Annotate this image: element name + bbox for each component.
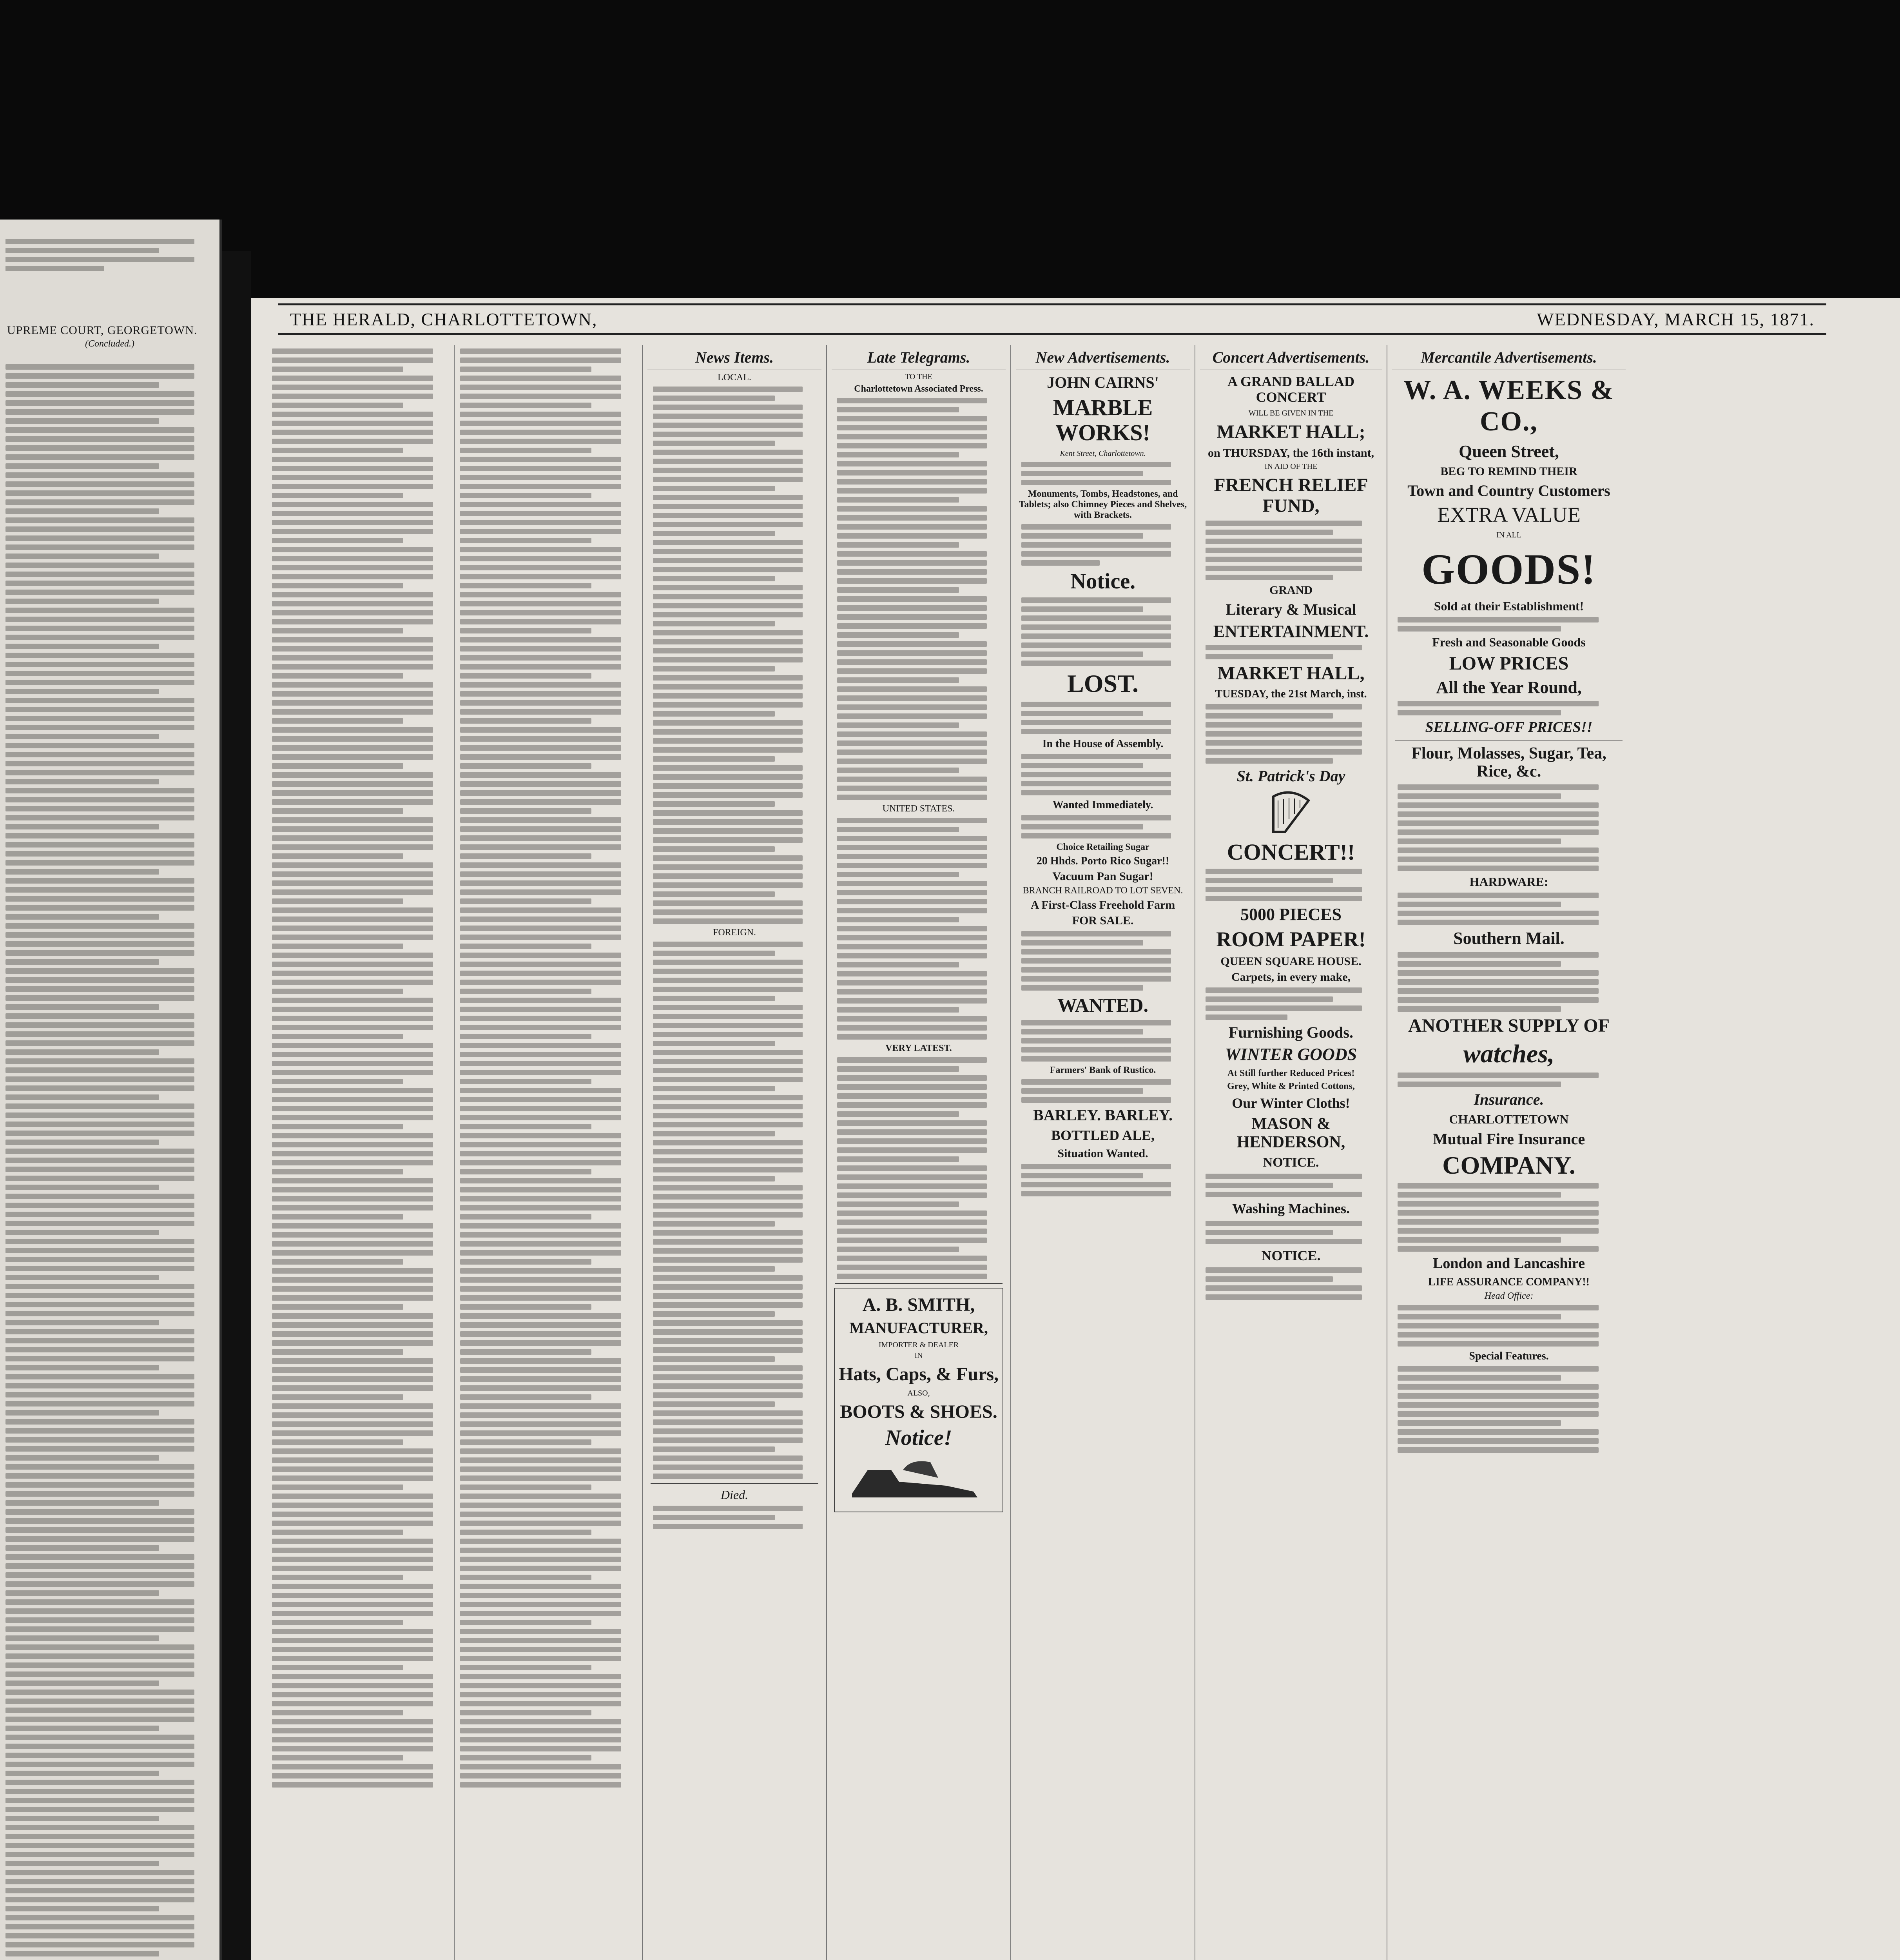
queen-street: Queen Street, <box>1459 442 1559 461</box>
cottons-line: Grey, White & Printed Cottons, <box>1227 1081 1355 1091</box>
washing-machines: Washing Machines. <box>1232 1201 1350 1217</box>
weeks-text <box>1392 617 1626 632</box>
grand-ballad-title: A GRAND BALLAD CONCERT <box>1227 374 1355 405</box>
london-lancashire: London and Lancashire <box>1433 1255 1585 1272</box>
concert-advertisements-column <box>1195 345 1387 1960</box>
local-subheading: LOCAL. <box>718 372 751 383</box>
in-all: IN ALL <box>1496 530 1521 539</box>
notice-heading-3: NOTICE. <box>1261 1247 1321 1263</box>
concert-ads-heading: Concert Advertisements. <box>1200 348 1382 370</box>
wanted-heading: WANTED. <box>1057 994 1148 1016</box>
smith-also: ALSO, <box>907 1388 930 1397</box>
telegrams-text <box>832 398 1006 800</box>
hardware-heading: HARDWARE: <box>1469 875 1548 889</box>
southern-mail: Southern Mail. <box>1453 929 1565 948</box>
french-relief-text <box>1200 521 1382 580</box>
southern-mail-text <box>1392 952 1626 1012</box>
another-supply: ANOTHER SUPPLY OF <box>1408 1015 1610 1036</box>
harp-icon <box>1262 789 1320 836</box>
flour-text <box>1392 784 1626 871</box>
life-assurance: LIFE ASSURANCE COMPANY!! <box>1428 1276 1590 1289</box>
insurance-heading: Insurance. <box>1474 1090 1544 1108</box>
flour-title: Flour, Molasses, Sugar, Tea, Rice, &c. <box>1411 744 1606 780</box>
goods-title: GOODS! <box>1421 545 1596 593</box>
thursday-date: on THURSDAY, the 16th instant, <box>1207 446 1374 459</box>
all-year-round: All the Year Round, <box>1436 677 1582 697</box>
very-latest-subheading: VERY LATEST. <box>885 1043 952 1053</box>
notice-text-3 <box>1200 1267 1382 1300</box>
watches-text <box>1392 1073 1626 1087</box>
situation-wanted-heading: Situation Wanted. <box>1057 1147 1148 1160</box>
year-round-text <box>1392 701 1626 715</box>
masthead <box>278 303 1826 335</box>
died-heading: Died. <box>720 1488 749 1502</box>
masthead-paper-name: THE HERALD, CHARLOTTETOWN, <box>290 309 598 329</box>
winter-cloths: Our Winter Cloths! <box>1232 1095 1350 1111</box>
special-features-text <box>1392 1366 1626 1453</box>
winter-goods: WINTER GOODS <box>1225 1045 1357 1064</box>
shoe-illustration-icon <box>844 1454 993 1505</box>
bottled-ale-heading: BOTTLED ALE, <box>1051 1127 1155 1143</box>
town-country-customers: Town and Country Customers <box>1407 482 1610 500</box>
associated-press-label: Charlottetown Associated Press. <box>854 384 983 394</box>
united-states-subheading: UNITED STATES. <box>882 804 955 814</box>
smith-role: MANUFACTURER, <box>849 1319 988 1337</box>
special-features: Special Features. <box>1469 1350 1549 1363</box>
low-prices: LOW PRICES <box>1449 653 1569 674</box>
selling-off-prices: SELLING-OFF PRICES!! <box>1425 719 1593 735</box>
smith-in: IN <box>914 1351 923 1360</box>
story-column-1 <box>267 345 455 1960</box>
newspaper-page <box>251 298 1900 1960</box>
life-assurance-text <box>1392 1305 1626 1347</box>
mutual-fire-insurance: Mutual Fire Insurance <box>1432 1130 1585 1148</box>
market-hall-title: MARKET HALL; <box>1217 421 1365 443</box>
notice-text <box>1016 597 1190 666</box>
late-telegrams-heading: Late Telegrams. <box>832 348 1006 370</box>
farmers-bank-heading: Farmers' Bank of Rustico. <box>1050 1065 1156 1075</box>
french-relief-title: FRENCH RELIEF FUND, <box>1214 474 1368 516</box>
left-page-body-text <box>0 361 219 1960</box>
room-paper-count: 5000 PIECES <box>1240 904 1342 924</box>
marble-works-title: MARBLE WORKS! <box>1053 395 1153 445</box>
weeks-company: W. A. WEEKS & CO., <box>1403 375 1614 437</box>
concert-text <box>1200 869 1382 901</box>
sugar-heading-2: 20 Hhds. Porto Rico Sugar!! <box>1036 855 1169 867</box>
head-office: Head Office: <box>1484 1291 1534 1301</box>
left-facing-page <box>0 220 222 1960</box>
entertainment-title: ENTERTAINMENT. <box>1213 621 1369 641</box>
notice-text-2 <box>1200 1174 1382 1197</box>
market-hall-title-2: MARKET HALL, <box>1217 662 1365 684</box>
farm-text <box>1016 931 1190 991</box>
sold-at-establishment: Sold at their Establishment! <box>1434 599 1584 613</box>
watches-title: watches, <box>1463 1040 1555 1069</box>
extra-value: EXTRA VALUE <box>1437 503 1581 527</box>
assembly-heading: In the House of Assembly. <box>1042 737 1164 750</box>
insurance-text <box>1392 1183 1626 1252</box>
company-title: COMPANY. <box>1442 1151 1575 1179</box>
smith-name: A. B. SMITH, <box>862 1294 975 1315</box>
to-the-label: TO THE <box>905 372 932 381</box>
story-column-2 <box>455 345 643 1960</box>
concert-title: CONCERT!! <box>1227 839 1355 865</box>
beg-to-remind: BEG TO REMIND THEIR <box>1440 465 1577 478</box>
wanted-text <box>1016 1020 1190 1062</box>
tuesday-date: TUESDAY, the 21st March, inst. <box>1215 688 1367 700</box>
cairns-name: JOHN CAIRNS' <box>1047 374 1159 391</box>
mercantile-ads-heading: Mercantile Advertisements. <box>1392 348 1626 370</box>
charlottetown-label: CHARLOTTETOWN <box>1449 1112 1569 1126</box>
left-page-text-top <box>0 235 219 275</box>
left-page-subtitle: (Concluded.) <box>85 339 134 349</box>
binding-gutter <box>219 251 251 1960</box>
story-column-1-text <box>267 345 454 1791</box>
cairns-products: Monuments, Tombs, Headstones, and Tablets; also Chimney Pieces and Shelves, with Brackets. <box>1019 488 1187 520</box>
smith-advertisement <box>834 1288 1003 1512</box>
story-column-2-text <box>455 345 642 1791</box>
room-paper-title: ROOM PAPER! <box>1216 927 1366 951</box>
assembly-text <box>1016 754 1190 795</box>
lost-text <box>1016 702 1190 734</box>
new-advertisements-column <box>1011 345 1195 1960</box>
foreign-news-text <box>647 942 821 1479</box>
carpets-text <box>1200 987 1382 1020</box>
local-news-text <box>647 387 821 924</box>
queen-square-house: QUEEN SQUARE HOUSE. <box>1220 955 1362 968</box>
smith-goods: Hats, Caps, & Furs, <box>838 1363 999 1385</box>
in-aid-of: IN AID OF THE <box>1264 462 1318 471</box>
left-page-title: UPREME COURT, GEORGETOWN. <box>7 324 198 337</box>
new-ads-heading: New Advertisements. <box>1016 348 1190 370</box>
barley-heading: BARLEY. BARLEY. <box>1033 1106 1173 1124</box>
hardware-text <box>1392 893 1626 925</box>
notice-heading-2: NOTICE. <box>1263 1155 1319 1170</box>
entertainment-text <box>1200 645 1382 659</box>
reduced-prices: At Still further Reduced Prices! <box>1227 1068 1355 1078</box>
masthead-date: WEDNESDAY, MARCH 15, 1871. <box>1537 309 1815 329</box>
branch-railroad-heading: BRANCH RAILROAD TO LOT SEVEN. <box>1023 885 1183 896</box>
will-be-given: WILL BE GIVEN IN THE <box>1248 409 1334 418</box>
smith-notice: Notice! <box>885 1426 952 1450</box>
news-items-column <box>643 345 827 1960</box>
very-latest-text <box>832 1057 1006 1279</box>
carpets-line: Carpets, in every make, <box>1231 971 1351 984</box>
notice-heading: Notice. <box>1070 569 1136 593</box>
smith-boots: BOOTS & SHOES. <box>840 1401 997 1422</box>
foreign-subheading: FOREIGN. <box>712 927 756 938</box>
died-text <box>647 1506 821 1529</box>
smith-ad-rule <box>835 1283 1003 1284</box>
farm-heading-2: FOR SALE. <box>1072 914 1134 927</box>
cairns-address: Kent Street, Charlottetown. <box>1060 449 1146 458</box>
lost-heading: LOST. <box>1067 670 1139 698</box>
fresh-goods: Fresh and Seasonable Goods <box>1432 635 1586 649</box>
furnishing-goods: Furnishing Goods. <box>1229 1024 1353 1042</box>
st-patricks-title: St. Patrick's Day <box>1236 767 1345 785</box>
mercantile-advertisements-column <box>1387 345 1630 1960</box>
situation-text <box>1016 1164 1190 1196</box>
vacuum-sugar-heading: Vacuum Pan Sugar! <box>1052 869 1153 883</box>
literary-musical-title: Literary & Musical <box>1226 600 1356 618</box>
washing-text <box>1200 1221 1382 1244</box>
wanted-immediately-text <box>1016 815 1190 838</box>
cairns-text-2 <box>1016 524 1190 566</box>
farm-heading-1: A First-Class Freehold Farm <box>1030 898 1175 911</box>
tuesday-text <box>1200 704 1382 764</box>
died-rule <box>651 1483 818 1484</box>
mason-henderson: MASON & HENDERSON, <box>1236 1115 1345 1151</box>
news-items-heading: News Items. <box>647 348 821 370</box>
united-states-text <box>832 818 1006 1040</box>
grand-label: GRAND <box>1269 583 1313 597</box>
wanted-immediately-heading: Wanted Immediately. <box>1052 799 1153 811</box>
smith-role-2: IMPORTER & DEALER <box>878 1340 959 1349</box>
sugar-heading-1: Choice Retailing Sugar <box>1056 842 1149 852</box>
late-telegrams-column <box>827 345 1011 1960</box>
cairns-text <box>1016 462 1190 485</box>
farmers-bank-text <box>1016 1079 1190 1103</box>
